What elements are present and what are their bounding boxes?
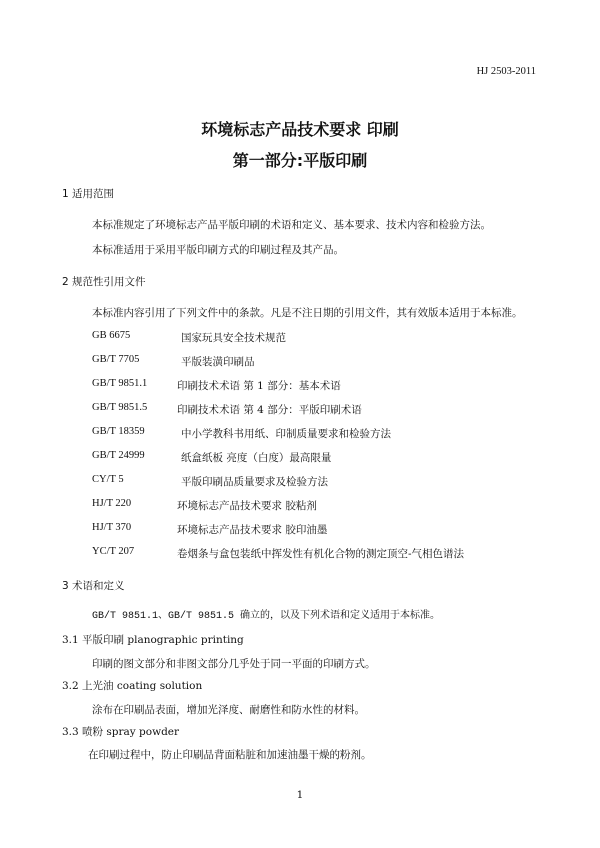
reference-title: 平版装潢印刷品 <box>181 356 255 368</box>
term-definition: 在印刷过程中，防止印刷品背面粘脏和加速油墨干燥的粉剂。 <box>88 749 372 761</box>
section-2-intro: 本标准内容引用了下列文件中的条款。凡是不注日期的引用文件，其有效版本适用于本标准。 <box>92 307 523 319</box>
title-line-1: 环境标志产品技术要求 印刷 <box>201 120 399 139</box>
reference-title: 卷烟条与盒包装纸中挥发性有机化合物的测定顶空-气相色谱法 <box>177 548 465 560</box>
reference-code: CY/T 5 <box>92 474 124 485</box>
section-3-heading: 3 术语和定义 <box>62 580 125 592</box>
reference-title: 环境标志产品技术要求 胶粘剂 <box>177 500 317 512</box>
term-definition: 印刷的图文部分和非图文部分几乎处于同一平面的印刷方式。 <box>92 658 376 670</box>
reference-title: 环境标志产品技术要求 胶印油墨 <box>177 524 328 536</box>
reference-title: 国家玩具安全技术规范 <box>181 332 286 344</box>
reference-code: GB 6675 <box>92 330 131 341</box>
section-1-paragraph: 本标准适用于采用平版印刷方式的印刷过程及其产品。 <box>92 244 344 256</box>
page-number: 1 <box>296 789 304 801</box>
term-label: 3.2 上光油 coating solution <box>62 680 203 692</box>
reference-code: GB/T 9851.5 <box>92 402 148 413</box>
section-3-intro: GB/T 9851.1、GB/T 9851.5 确立的，以及下列术语和定义适用于本标准。 <box>92 611 441 622</box>
doc-code: HJ 2503-2011 <box>476 66 536 77</box>
section-1-paragraph: 本标准规定了环境标志产品平版印刷的术语和定义、基本要求、技术内容和检验方法。 <box>92 219 491 231</box>
reference-code: GB/T 7705 <box>92 354 140 365</box>
reference-code: GB/T 18359 <box>92 426 145 437</box>
reference-title: 印刷技术术语 第 1 部分：基本术语 <box>177 380 341 392</box>
title-line-2: 第一部分:平版印刷 <box>232 151 368 170</box>
reference-title: 纸盒纸板 亮度（白度）最高限量 <box>181 452 332 464</box>
reference-code: GB/T 24999 <box>92 450 145 461</box>
reference-title: 平版印刷品质量要求及检验方法 <box>181 476 328 488</box>
reference-code: GB/T 9851.1 <box>92 378 148 389</box>
reference-code: HJ/T 370 <box>92 522 132 533</box>
term-definition: 涂布在印刷品表面，增加光泽度、耐磨性和防水性的材料。 <box>92 704 365 716</box>
reference-title: 印刷技术术语 第 4 部分：平版印刷术语 <box>177 404 362 416</box>
term-label: 3.3 喷粉 spray powder <box>62 726 180 738</box>
section-1-heading: 1 适用范围 <box>62 188 115 200</box>
term-label: 3.1 平版印刷 planographic printing <box>62 634 244 646</box>
reference-code: HJ/T 220 <box>92 498 132 509</box>
section-2-heading: 2 规范性引用文件 <box>62 276 146 288</box>
reference-title: 中小学教科书用纸、印制质量要求和检验方法 <box>181 428 391 440</box>
reference-code: YC/T 207 <box>92 546 135 557</box>
